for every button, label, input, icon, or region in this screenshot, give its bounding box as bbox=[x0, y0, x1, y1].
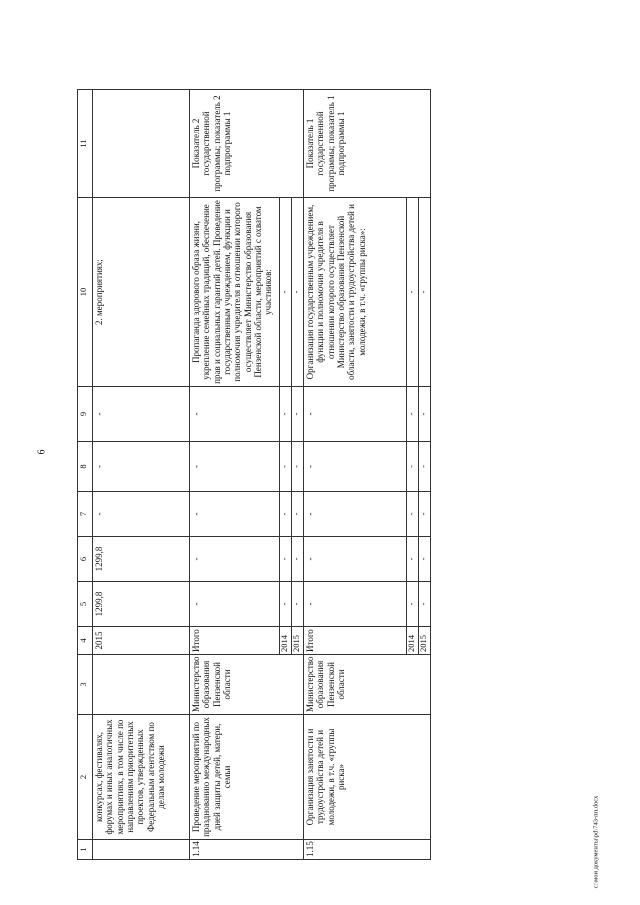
year-cell: 2014 bbox=[280, 627, 292, 655]
program-activities-table bbox=[77, 89, 431, 860]
indicator-cell bbox=[93, 90, 190, 198]
value-cell: - bbox=[292, 582, 304, 627]
result-cell: - bbox=[407, 198, 419, 387]
header-row bbox=[78, 90, 93, 860]
value-cell: - bbox=[280, 442, 292, 492]
value-cell: - bbox=[419, 537, 431, 582]
result-cell: - bbox=[419, 198, 431, 387]
value-cell: 1299,8 bbox=[93, 582, 190, 627]
table-row-1-14 bbox=[190, 90, 280, 860]
value-cell: - bbox=[407, 442, 419, 492]
header-cell: 8 bbox=[78, 442, 93, 492]
value-cell: - bbox=[419, 582, 431, 627]
row-number-cell: 1.15 bbox=[304, 840, 431, 860]
header-cell: 10 bbox=[78, 198, 93, 387]
value-cell: - bbox=[280, 537, 292, 582]
value-cell: - bbox=[190, 582, 280, 627]
value-cell: - bbox=[93, 442, 190, 492]
value-cell: - bbox=[419, 492, 431, 537]
year-cell: 2015 bbox=[292, 627, 304, 655]
value-cell: - bbox=[304, 442, 407, 492]
value-cell: - bbox=[280, 492, 292, 537]
result-cell: - bbox=[292, 198, 304, 387]
value-cell: - bbox=[407, 537, 419, 582]
result-cell: Пропаганда здорового образа жизни, укрепление семейных традиций, обеспечение прав и социальных гарантий детей. Проведение государственным учреждением, функции и полномочия учредителя в отношении которого осуществляет Министерство образования Пензенской области, мероприятий с охватом участников: bbox=[190, 198, 280, 387]
rotated-table-container bbox=[77, 90, 587, 860]
value-cell: - bbox=[292, 442, 304, 492]
value-cell: - bbox=[190, 492, 280, 537]
header-cell: 1 bbox=[78, 840, 93, 860]
footer-file-path: c:\мои документы\pd\743-пп.docx bbox=[592, 795, 600, 889]
year-cell: Итого bbox=[190, 627, 280, 655]
value-cell: - bbox=[419, 442, 431, 492]
result-cell: Организация государственным учреждением, функции и полномочия учредителя в отношении которого осуществляет Министерство образования Пензенской области, занятости и трудоустройства детей и молодежи, в т.ч. «группы риска»: bbox=[304, 198, 407, 387]
header-cell: 3 bbox=[78, 655, 93, 715]
page-number: 6 bbox=[36, 449, 48, 455]
executor-cell: Министерство образования Пензенской области bbox=[190, 655, 304, 715]
value-cell: - bbox=[190, 442, 280, 492]
value-cell: - bbox=[304, 582, 407, 627]
value-cell: - bbox=[292, 387, 304, 442]
year-cell: 2015 bbox=[419, 627, 431, 655]
table-row-1-15 bbox=[304, 90, 407, 860]
year-cell: 2015 bbox=[93, 627, 190, 655]
executor-cell: Министерство образования Пензенской области bbox=[304, 655, 431, 715]
value-cell: - bbox=[304, 387, 407, 442]
value-cell: 1299,8 bbox=[93, 537, 190, 582]
value-cell: - bbox=[407, 582, 419, 627]
value-cell: - bbox=[304, 537, 407, 582]
value-cell: - bbox=[93, 387, 190, 442]
header-cell: 11 bbox=[78, 90, 93, 198]
header-cell: 6 bbox=[78, 537, 93, 582]
value-cell: - bbox=[190, 537, 280, 582]
value-cell: - bbox=[407, 387, 419, 442]
value-cell: - bbox=[93, 492, 190, 537]
activity-name-cell: конкурсах, фестивалях, форумах и иных аналогичных мероприятиях, в том числе по направлениям приоритетных проектов, утвержденных Федеральным агентством по делам молодежи bbox=[93, 715, 190, 840]
row-number-cell: 1.14 bbox=[190, 840, 304, 860]
value-cell: - bbox=[292, 537, 304, 582]
header-cell: 2 bbox=[78, 715, 93, 840]
value-cell: - bbox=[304, 492, 407, 537]
row-number-cell bbox=[93, 840, 190, 860]
value-cell: - bbox=[419, 387, 431, 442]
header-cell: 4 bbox=[78, 627, 93, 655]
value-cell: - bbox=[292, 492, 304, 537]
activity-name-cell: Проведение мероприятий по празднованию международных дней защиты детей, матери, семьи bbox=[190, 715, 304, 840]
result-cell: 2. мероприятиях; bbox=[93, 198, 190, 387]
value-cell: - bbox=[407, 492, 419, 537]
header-cell: 5 bbox=[78, 582, 93, 627]
header-cell: 7 bbox=[78, 492, 93, 537]
year-cell: Итого bbox=[304, 627, 407, 655]
result-cell: - bbox=[280, 198, 292, 387]
header-cell: 9 bbox=[78, 387, 93, 442]
table-row-continuation bbox=[93, 90, 190, 860]
value-cell: - bbox=[280, 582, 292, 627]
year-cell: 2014 bbox=[407, 627, 419, 655]
executor-cell bbox=[93, 655, 190, 715]
indicator-cell: Показатель 2 государственной программы; показатель 2 подпрограммы 1 bbox=[190, 90, 304, 198]
activity-name-cell: Организация занятости и трудоустройства детей и молодежи, в т.ч. «группы риска» bbox=[304, 715, 431, 840]
value-cell: - bbox=[280, 387, 292, 442]
indicator-cell: Показатель 1 государственной программы; показатель 1 подпрограммы 1 bbox=[304, 90, 431, 198]
value-cell: - bbox=[190, 387, 280, 442]
